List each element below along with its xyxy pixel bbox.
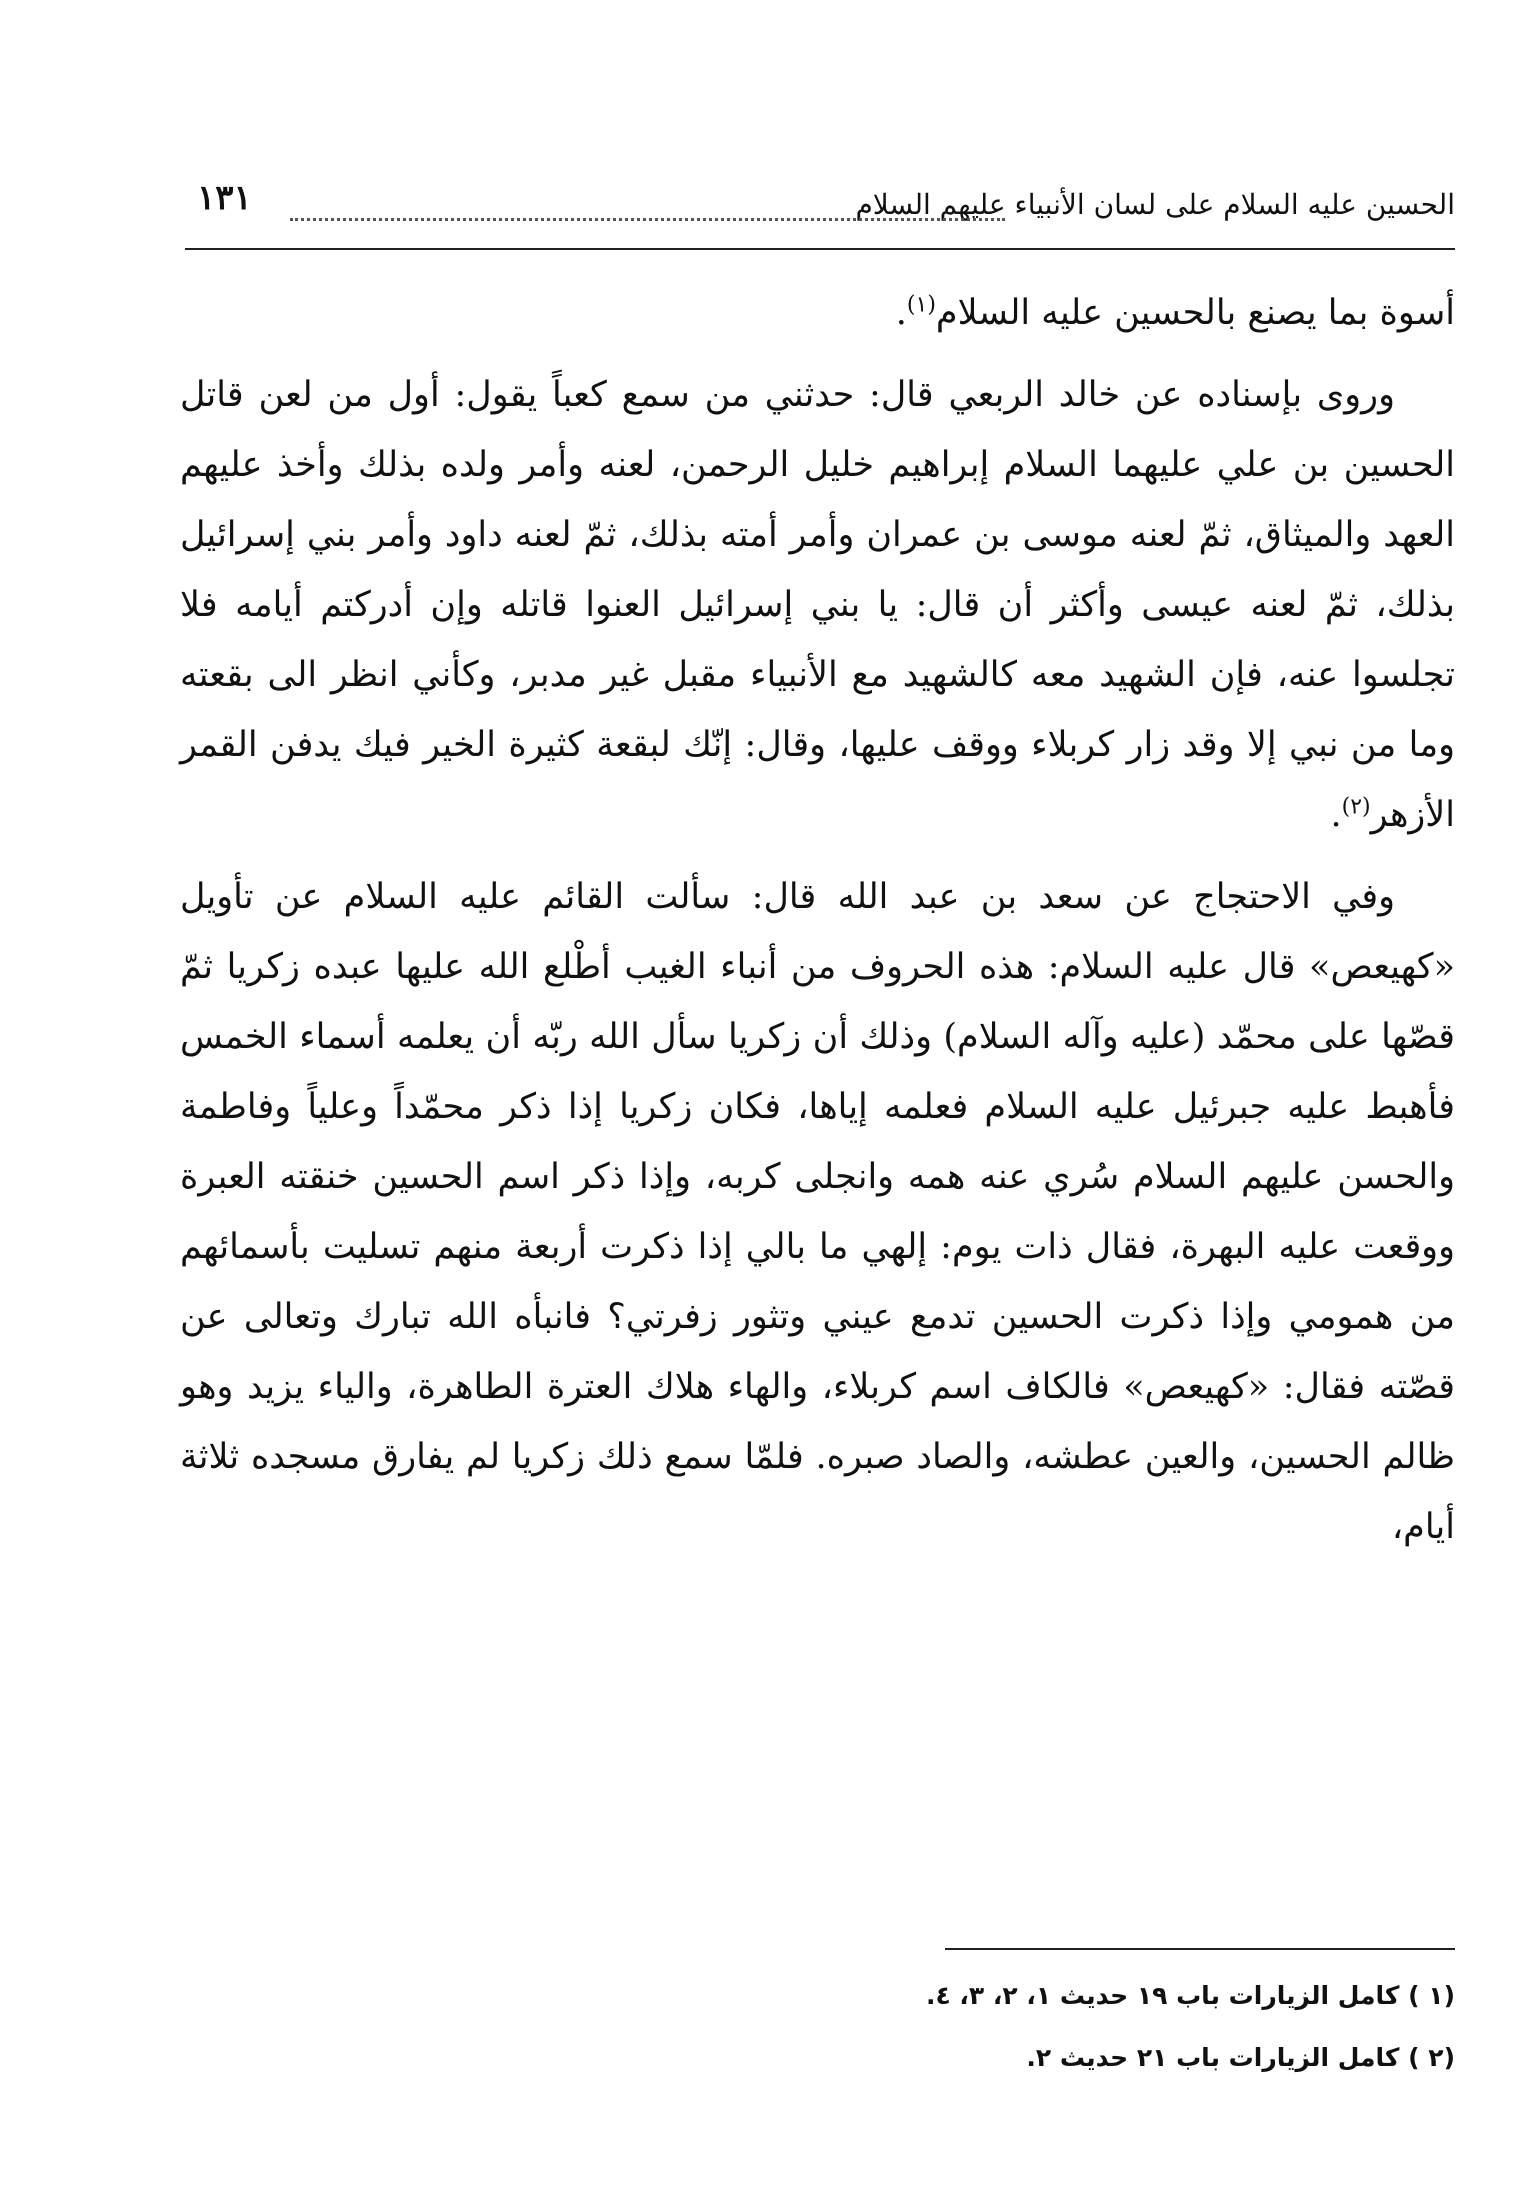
- footnote-1: (١ ) كامل الزيارات باب ١٩ حديث ١، ٢، ٣، ٤.: [925, 1981, 1455, 2010]
- paragraph-1: [180, 278, 1455, 348]
- footnote-divider: [945, 1948, 1455, 1950]
- footnote-ref-1: (١): [906, 292, 936, 318]
- footnotes: [755, 1965, 1455, 2089]
- footnote-ref-2: (٢): [1341, 794, 1371, 820]
- paragraph-2-text: وروى بإسناده عن خالد الربعي قال: حدثني من سمع كعباً يقول: أول من لعن قاتل الحسين بن علي عليهما السلام إبراهيم خليل الرحمن، لعنه وأمر ولده بذلك وأخذ عليهم العهد والميثاق، ثمّ لعنه موسى بن عمران وأمر أمته بذلك، ثمّ لعنه داود وأمر بني إسرائيل بذلك، ثمّ لعنه عيسى وأكثر أن قال: يا بني إسرائيل العنوا قاتله وإن أدركتم أيامه فلا تجلسوا عنه، فإن الشهيد معه كالشهيد مع الأنبياء مقبل غير مدبر، وكأني انظر الى بقعته وما من نبي إلا وقد زار كربلاء ووقف عليها، وقال: إنّك لبقعة كثيرة الخير فيك يدفن القمر الأزهر: [180, 375, 1455, 835]
- running-title: الحسين عليه السلام على لسان الأنبياء عليهم السلام: [855, 188, 1455, 221]
- page-number: ١٣١: [197, 178, 252, 218]
- page-header: [185, 178, 1455, 250]
- main-text: [180, 278, 1455, 1562]
- paragraph-1-end: .: [895, 293, 907, 333]
- paragraph-3: وفي الاحتجاج عن سعد بن عبد الله قال: سألت القائم عليه السلام عن تأويل «كهيعص» قال عليه السلام: هذه الحروف من أنباء الغيب أطْلع الله عليها عبده زكريا ثمّ قصّها على محمّد (عليه وآله السلام) وذلك أن زكريا سأل الله ربّه أن يعلمه أسماء الخمس فأهبط عليه جبرئيل عليه السلام فعلمه إياها، فكان زكريا إذا ذكر محمّداً وعلياً وفاطمة والحسن عليهم السلام سُري عنه همه وانجلى كربه، وإذا ذكر اسم الحسين خنقته العبرة ووقعت عليه البهرة، فقال ذات يوم: إلهي ما بالي إذا ذكرت أربعة منهم تسليت بأسمائهم من همومي وإذا ذكرت الحسين تدمع عيني وتثور زفرتي؟ فانبأه الله تبارك وتعالى عن قصّته فقال: «كهيعص» فالكاف اسم كربلاء، والهاء هلاك العترة الطاهرة، والياء يزيد وهو ظالم الحسين، والعين عطشه، والصاد صبره. فلمّا سمع ذلك زكريا لم يفارق مسجده ثلاثة أيام،: [180, 877, 1455, 1547]
- paragraph-2: [180, 360, 1455, 850]
- footnote-2: (٢ ) كامل الزيارات باب ٢١ حديث ٢.: [1026, 2043, 1455, 2072]
- paragraph-1-text: أسوة بما يصنع بالحسين عليه السلام: [935, 293, 1455, 333]
- paragraph-2-end: .: [1330, 795, 1342, 835]
- leader-dots: [290, 218, 1005, 221]
